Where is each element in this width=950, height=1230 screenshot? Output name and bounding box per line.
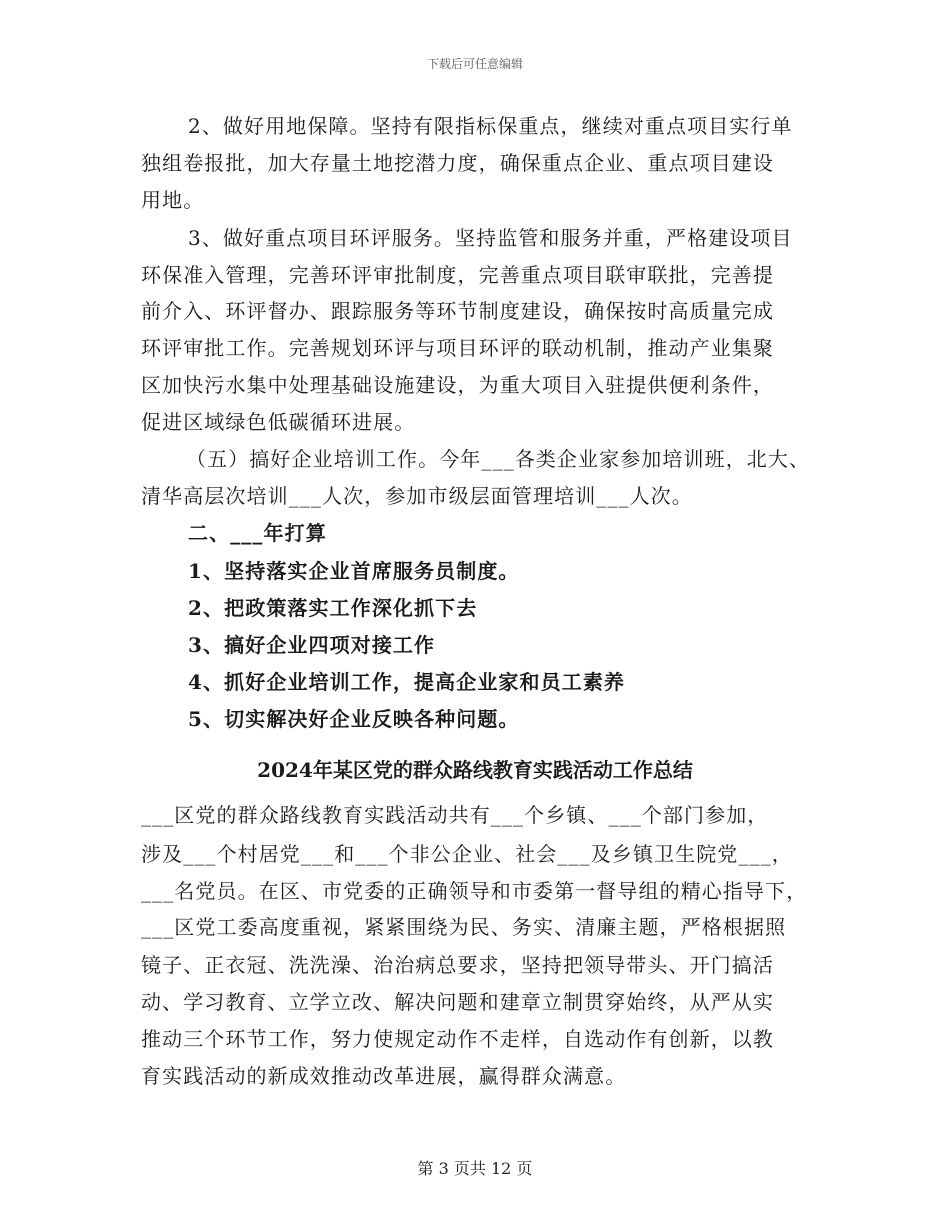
page-number: 第 3 页共 12 页 bbox=[417, 1159, 533, 1178]
text-line: 用地。 bbox=[141, 188, 205, 212]
text-line: ___区党的群众路线教育实践活动共有___个乡镇、___个部门参加， bbox=[141, 803, 769, 827]
text-line: ___名党员。在区、市党委的正确领导和市委第一督导组的精心指导下， bbox=[141, 879, 808, 903]
plan-item: 5、切实解决好企业反映各种问题。 bbox=[188, 707, 520, 731]
text-line: 促进区域绿色低碳循环进展。 bbox=[141, 410, 416, 434]
document-title: 2024年某区党的群众路线教育实践活动工作总结 bbox=[257, 758, 693, 782]
text-line: 前介入、环评督办、跟踪服务等环节制度建设，确保按时高质量完成 bbox=[141, 299, 774, 323]
text-line: 涉及___个村居党___和___个非公企业、社会___及乡镇卫生院党___， bbox=[141, 842, 793, 866]
section-heading: 二、___年打算 bbox=[188, 521, 327, 545]
text-line: 2、做好用地保障。坚持有限指标保重点，继续对重点项目实行单 bbox=[188, 114, 793, 138]
text-line: 环评审批工作。完善规划环评与项目环评的联动机制，推动产业集聚 bbox=[141, 336, 774, 360]
text-line: 动、学习教育、立学立改、解决问题和建章立制贯穿始终，从严从实 bbox=[141, 990, 774, 1014]
page-header: 下载后可任意编辑 bbox=[426, 57, 523, 71]
text-line: ___区党工委高度重视，紧紧围绕为民、务实、清廉主题，严格根据照 bbox=[141, 915, 787, 939]
text-line: 环保准入管理，完善环评审批制度，完善重点项目联审联批，完善提 bbox=[141, 263, 774, 287]
plan-item: 1、坚持落实企业首席服务员制度。 bbox=[188, 559, 520, 583]
text-line: 独组卷报批，加大存量土地挖潜力度，确保重点企业、重点项目建设 bbox=[141, 151, 774, 175]
text-line: 推动三个环节工作，努力使规定动作不走样，自选动作有创新，以教 bbox=[141, 1027, 774, 1051]
text-line: 育实践活动的新成效推动改革进展，赢得群众满意。 bbox=[141, 1064, 627, 1088]
text-line: 3、做好重点项目环评服务。坚持监管和服务并重，严格建设项目 bbox=[188, 226, 793, 250]
plan-item: 4、抓好企业培训工作，提高企业家和员工素养 bbox=[188, 670, 626, 694]
text-line: 镜子、正衣冠、洗洗澡、治治病总要求，坚持把领导带头、开门搞活 bbox=[141, 953, 774, 977]
text-line: 清华高层次培训___人次，参加市级层面管理培训___人次。 bbox=[141, 484, 693, 508]
text-line: （五）搞好企业培训工作。今年___各类企业家参加培训班，北大、 bbox=[186, 447, 811, 471]
text-line: 区加快污水集中处理基础设施建设，为重大项目入驻提供便利条件， bbox=[141, 373, 774, 397]
plan-item: 2、把政策落实工作深化抓下去 bbox=[188, 596, 478, 620]
plan-item: 3、搞好企业四项对接工作 bbox=[188, 633, 436, 657]
